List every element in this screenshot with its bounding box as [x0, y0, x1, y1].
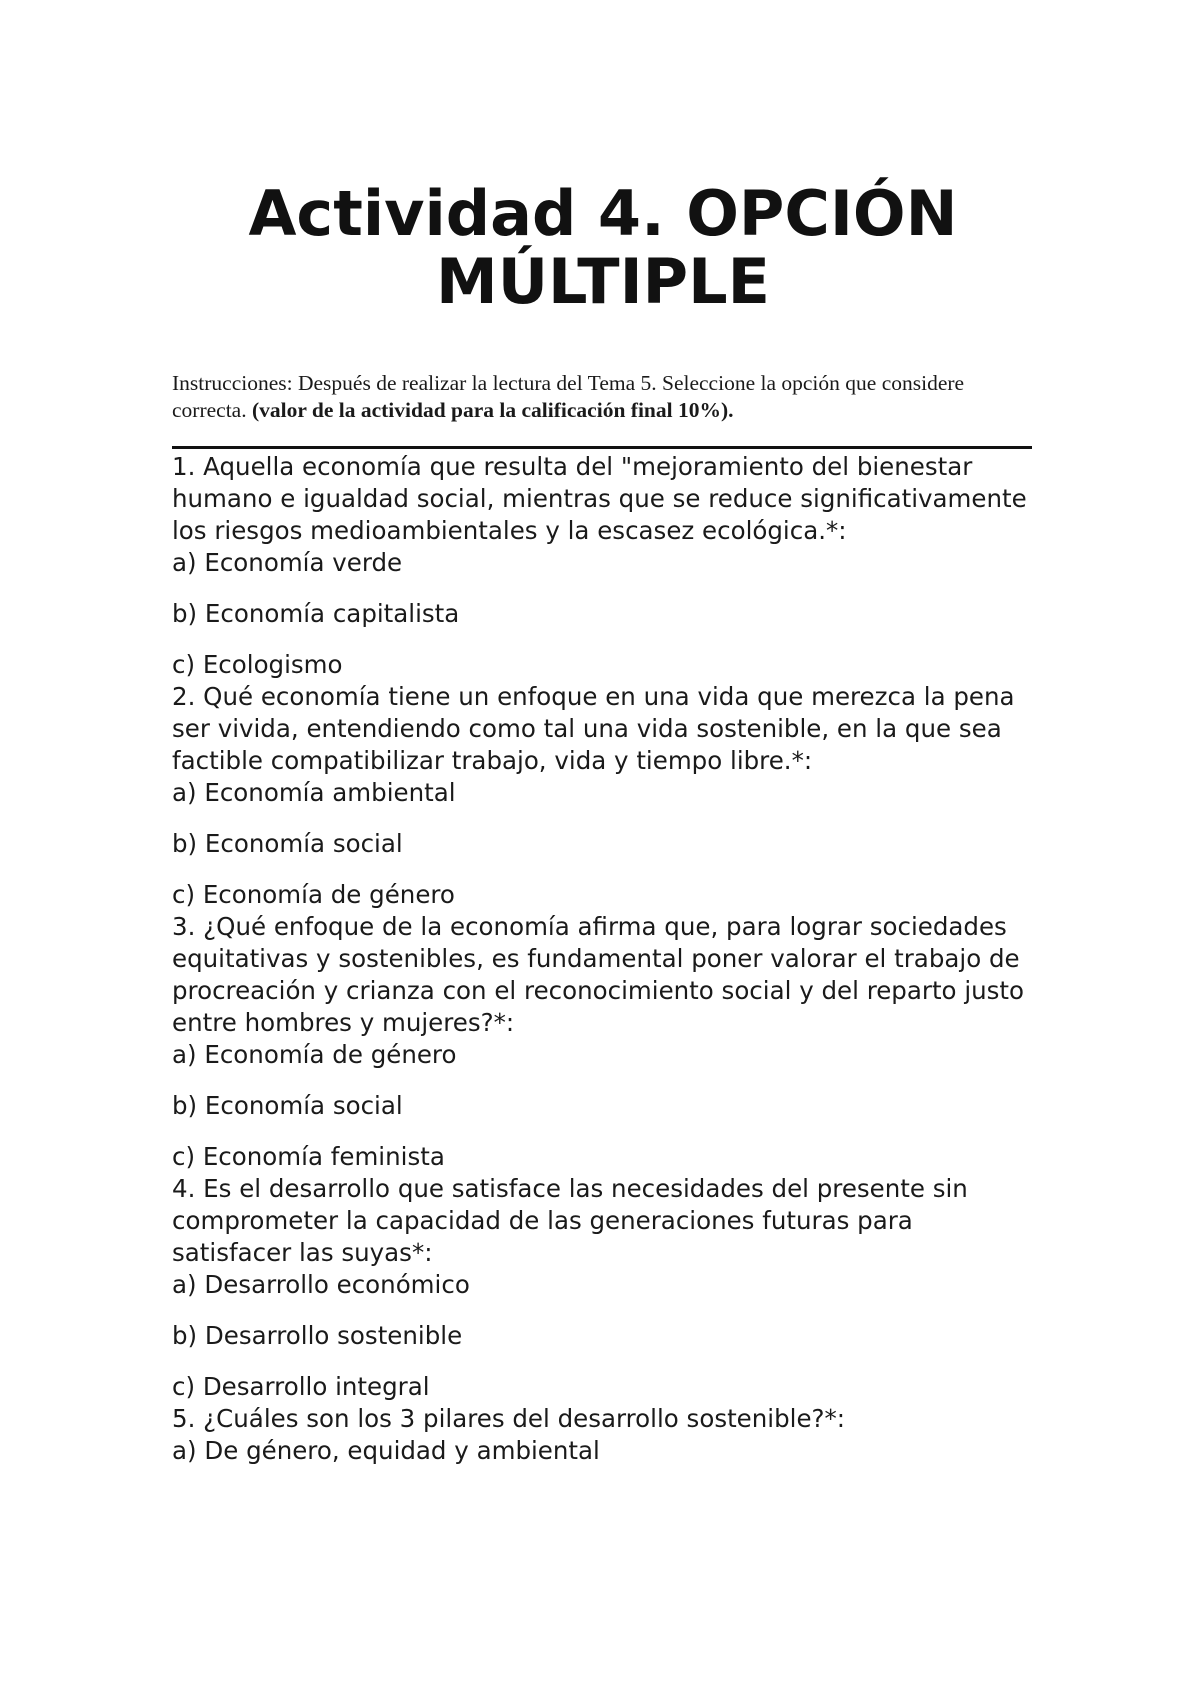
question-text: 3. ¿Qué enfoque de la economía afirma que, para lograr sociedades equitativas y sostenibles, es fundamental poner valorar el trabajo de procreación y crianza con el reconocimiento social y del reparto justo entre hombres y mujeres?*: [172, 912, 1025, 1037]
instructions-weight-note: (valor de la actividad para la calificación final 10%). [251, 398, 734, 422]
page-title [172, 177, 1034, 318]
option-c: c) Ecologismo [172, 650, 343, 679]
question-text: 5. ¿Cuáles son los 3 pilares del desarrollo sostenible?*: [172, 1404, 846, 1433]
section-divider [172, 446, 1032, 449]
option-b: b) Economía social [172, 829, 403, 858]
question-2 [172, 681, 1034, 911]
question-text: 4. Es el desarrollo que satisface las necesidades del presente sin comprometer la capacidad de las generaciones futuras para satisfacer las suyas*: [172, 1174, 968, 1267]
title-line-1: Actividad 4. OPCIÓN [248, 177, 958, 250]
option-c: c) Economía de género [172, 880, 455, 909]
document-page [172, 0, 1034, 1467]
question-1 [172, 451, 1034, 681]
question-3 [172, 911, 1034, 1173]
instructions-paragraph [172, 370, 1034, 424]
option-c: c) Economía feminista [172, 1142, 445, 1171]
question-list [172, 451, 1034, 1467]
question-4 [172, 1173, 1034, 1403]
option-a: a) Economía ambiental [172, 778, 456, 807]
instructions-text: Instrucciones: Después de realizar la lectura del Tema 5. Seleccione la opción que considere correcta. [172, 371, 965, 422]
option-c: c) Desarrollo integral [172, 1372, 430, 1401]
question-text: 1. Aquella economía que resulta del "mejoramiento del bienestar humano e igualdad social, mientras que se reduce significativamente los riesgos medioambientales y la escasez ecológica.*: [172, 452, 1027, 545]
option-b: b) Economía capitalista [172, 599, 460, 628]
option-b: b) Economía social [172, 1091, 403, 1120]
option-b: b) Desarrollo sostenible [172, 1321, 463, 1350]
option-a: a) Economía de género [172, 1040, 457, 1069]
question-5 [172, 1403, 1034, 1467]
option-a: a) De género, equidad y ambiental [172, 1436, 600, 1465]
option-a: a) Desarrollo económico [172, 1270, 470, 1299]
title-line-2: MÚLTIPLE [436, 245, 770, 318]
option-a: a) Economía verde [172, 548, 403, 577]
question-text: 2. Qué economía tiene un enfoque en una vida que merezca la pena ser vivida, entendiendo como tal una vida sostenible, en la que sea factible compatibilizar trabajo, vida y tiempo libre.*: [172, 682, 1015, 775]
